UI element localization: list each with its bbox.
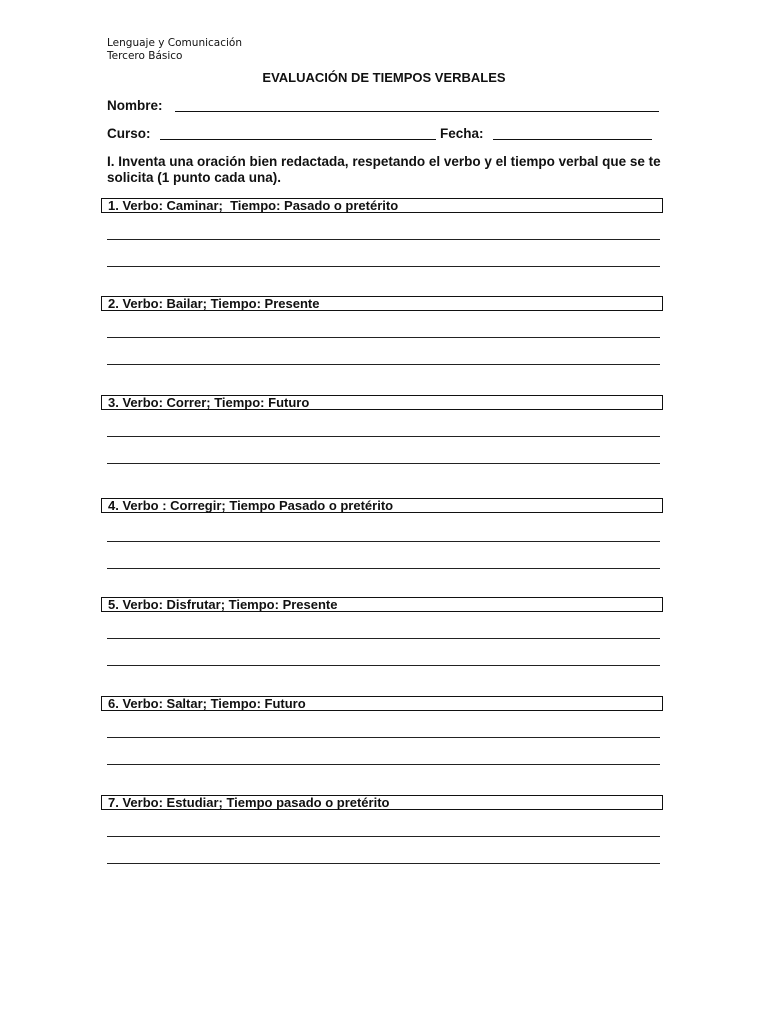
answer-line-5a[interactable] xyxy=(107,638,660,639)
curso-field[interactable] xyxy=(160,139,436,140)
instructions: I. Inventa una oración bien redactada, respetando el verbo y el tiempo verbal que se te solicita (1 punto cada una). xyxy=(107,154,661,185)
page-title: EVALUACIÓN DE TIEMPOS VERBALES xyxy=(262,70,506,85)
answer-line-1b[interactable] xyxy=(107,266,660,267)
answer-line-7b[interactable] xyxy=(107,863,660,864)
answer-line-5b[interactable] xyxy=(107,665,660,666)
question-prompt-4: 4. Verbo : Corregir; Tiempo Pasado o pretérito xyxy=(101,498,663,513)
answer-line-3b[interactable] xyxy=(107,463,660,464)
subject-label: Lenguaje y Comunicación xyxy=(107,37,242,49)
answer-line-4a[interactable] xyxy=(107,541,660,542)
question-prompt-3: 3. Verbo: Correr; Tiempo: Futuro xyxy=(101,395,663,410)
question-prompt-6: 6. Verbo: Saltar; Tiempo: Futuro xyxy=(101,696,663,711)
fecha-label: Fecha: xyxy=(440,126,484,141)
question-prompt-1: 1. Verbo: Caminar; Tiempo: Pasado o pretérito xyxy=(101,198,663,213)
answer-line-2b[interactable] xyxy=(107,364,660,365)
curso-label: Curso: xyxy=(107,126,151,141)
answer-line-2a[interactable] xyxy=(107,337,660,338)
grade-label: Tercero Básico xyxy=(107,50,183,62)
answer-line-4b[interactable] xyxy=(107,568,660,569)
answer-line-6a[interactable] xyxy=(107,737,660,738)
answer-line-7a[interactable] xyxy=(107,836,660,837)
answer-line-1a[interactable] xyxy=(107,239,660,240)
question-prompt-7: 7. Verbo: Estudiar; Tiempo pasado o pretérito xyxy=(101,795,663,810)
question-prompt-5: 5. Verbo: Disfrutar; Tiempo: Presente xyxy=(101,597,663,612)
fecha-field[interactable] xyxy=(493,139,652,140)
question-prompt-2: 2. Verbo: Bailar; Tiempo: Presente xyxy=(101,296,663,311)
answer-line-6b[interactable] xyxy=(107,764,660,765)
nombre-label: Nombre: xyxy=(107,98,163,113)
answer-line-3a[interactable] xyxy=(107,436,660,437)
nombre-field[interactable] xyxy=(175,111,659,112)
